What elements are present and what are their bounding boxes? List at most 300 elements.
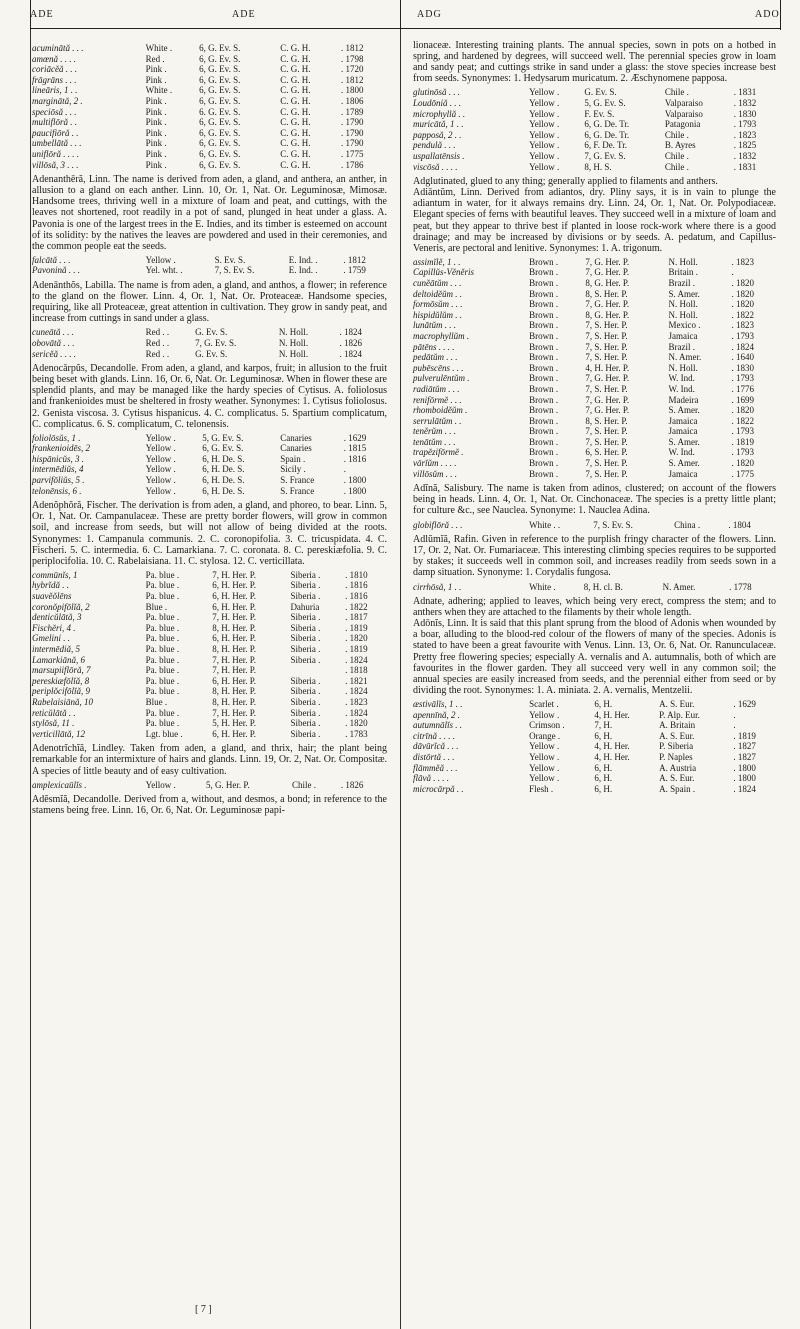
- native-country: Canaries: [280, 443, 312, 454]
- table-row: [32, 117, 387, 128]
- species-table: [32, 433, 387, 497]
- year-introduced: . 1816: [345, 580, 368, 591]
- year-introduced: . 1775: [340, 148, 364, 159]
- height-habit: 4, H. Her.: [594, 741, 630, 752]
- flower-colour: Yellow .: [529, 140, 560, 151]
- table-row: [32, 591, 387, 602]
- entry-adenocarpus: Adenocārpŭs, Decandolle. From aden, a gland, and karpos, fruit; in allusion to the fruit being beset with glands. Linn. 16, Or. 6, Nat. Or. Leguminosæ. When in flower these are splendid plants, and may be managed like the hardy species of Cytisus. A. foliolosus and frankenioides must be sheltered in frosty weather. Synonymes: 1. Cytisus foliolosus. 2. Genista viscosa. 3. Cytisus hispanicus. 4. C. complicatus. 5. Spartium complicatum, C. complicatus. 6. S. complicatum, C. telonensis.: [32, 363, 387, 430]
- year-introduced: . 1812: [343, 254, 366, 265]
- native-country: China .: [674, 519, 701, 530]
- table-row: [32, 54, 387, 65]
- native-country: Brazil .: [668, 277, 695, 288]
- flower-colour: Yel. wht. .: [145, 265, 183, 276]
- height-habit: 6, H. Her. P.: [212, 728, 256, 739]
- table-row: [32, 43, 387, 54]
- height-habit: 8, H. S.: [584, 161, 612, 172]
- height-habit: 6, F. De. Tr.: [584, 140, 627, 151]
- height-habit: G. Ev. S.: [195, 327, 228, 338]
- native-country: C. G. H.: [280, 106, 311, 117]
- height-habit: 5, G. Ev. S.: [202, 432, 244, 443]
- species-name: marsupiiflōră, 7: [32, 665, 91, 676]
- table-row: [32, 580, 387, 591]
- native-country: Madeira: [668, 394, 699, 405]
- flower-colour: Brown .: [529, 299, 559, 310]
- table-row: [413, 384, 776, 395]
- height-habit: 6, H.: [594, 730, 613, 741]
- table-row: [32, 464, 387, 475]
- year-introduced: . 1823: [731, 256, 755, 267]
- species-name: æstivālĭs, 1 . .: [413, 698, 463, 709]
- table-row: [32, 780, 387, 791]
- table-row: [32, 149, 387, 160]
- species-name: acuminātă . . .: [32, 43, 84, 53]
- flower-colour: Brown .: [529, 330, 559, 341]
- entry-adiantum: Adiāntŭm, Linn. Derived from adiantos, dry. Pliny says, it is in vain to plunge the adiantum in water, for it always remains dry. Linn. 24, Or. 1, Nat. Or. Polypodiaceæ. Elegant species of ferns with beautiful leaves. They succeed well in a mixture of loam and peat, but they appear to thrive best if planted in loose rock-work where there is a good drainage; and may be increased by divisions or by seeds. A. pedatum, and Capillus-Veneris, are pectoral and lenitive. Synonymes: 1. A. trigonum.: [413, 187, 776, 254]
- height-habit: 4, H. Her.: [594, 751, 630, 762]
- native-country: S. Amer.: [668, 405, 700, 416]
- species-name: renifōrmĕ . . .: [413, 394, 462, 405]
- native-country: Mexico .: [668, 320, 701, 331]
- year-introduced: . 1822: [345, 601, 368, 612]
- species-table: [32, 570, 387, 740]
- year-introduced: . 1793: [731, 373, 755, 384]
- year-introduced: . 1827: [733, 751, 756, 762]
- native-country: W. Ind.: [668, 383, 695, 394]
- height-habit: 6, H. Her. P.: [212, 580, 256, 591]
- species-name: cuneātă . . .: [32, 327, 74, 338]
- species-name: commūnĭs, 1: [32, 569, 78, 580]
- native-country: A. S. Eur.: [659, 730, 695, 741]
- species-name: cirrhōsă, 1 . .: [413, 581, 462, 592]
- flower-colour: Red . .: [145, 348, 170, 359]
- year-introduced: . 1816: [345, 591, 368, 601]
- height-habit: 7, S. Her. P.: [585, 426, 628, 437]
- year-introduced: . 1800: [733, 773, 756, 784]
- table-row: [32, 265, 387, 276]
- table-row: [413, 87, 776, 98]
- native-country: C. G. H.: [280, 74, 311, 85]
- species-name: Gmelini . .: [32, 633, 70, 644]
- table-row: [413, 752, 776, 763]
- species-name: lunātŭm . . .: [413, 320, 457, 331]
- year-introduced: . 1790: [340, 138, 364, 149]
- native-country: C. G. H.: [280, 85, 311, 96]
- header-left-word: ADE: [30, 9, 54, 20]
- flower-colour: Brown .: [529, 383, 559, 394]
- native-country: P. Naples: [659, 751, 693, 762]
- native-country: Siberia .: [290, 591, 321, 601]
- native-country: A. Austria: [659, 762, 697, 773]
- height-habit: 5, H. Her. P.: [212, 718, 256, 729]
- height-habit: 7, S. Her. P.: [585, 383, 628, 394]
- height-habit: 7, S. Her. P.: [585, 468, 628, 479]
- flower-colour: Lgt. blue .: [145, 728, 183, 739]
- year-introduced: . 1820: [345, 718, 368, 729]
- species-name: coriācĕă . . .: [32, 64, 77, 75]
- year-introduced: . 1820: [731, 277, 755, 288]
- year-introduced: . 1789: [340, 106, 364, 117]
- table-row: [32, 327, 387, 338]
- flower-colour: Yellow .: [529, 108, 560, 119]
- species-name: vārĭŭm . . . .: [413, 458, 457, 469]
- species-name: Fischĕri, 4 .: [32, 622, 76, 633]
- native-country: Jamaica: [668, 426, 698, 437]
- height-habit: 8, H. Her. P.: [212, 696, 256, 707]
- year-introduced: . 1793: [731, 330, 755, 341]
- height-habit: G. Ev. S.: [584, 87, 617, 98]
- native-country: C. G. H.: [280, 95, 311, 106]
- flower-colour: Pa. blue .: [145, 643, 180, 654]
- table-row: [413, 437, 776, 448]
- flower-colour: Brown .: [529, 288, 559, 299]
- year-introduced: . 1800: [343, 485, 367, 496]
- species-name: hybrĭdă . .: [32, 580, 69, 591]
- left-column: [32, 40, 387, 816]
- flower-colour: Pa. blue .: [145, 675, 180, 686]
- flower-colour: Pink .: [145, 117, 167, 128]
- species-name: microphyllă . .: [413, 108, 466, 119]
- native-country: Chile .: [664, 161, 689, 172]
- year-introduced: . 1824: [339, 327, 362, 338]
- flower-colour: Yellow .: [145, 475, 176, 486]
- flower-colour: Pink .: [145, 127, 167, 138]
- native-country: N. Holl.: [278, 327, 309, 338]
- table-row: [32, 486, 387, 497]
- year-introduced: . 1786: [340, 159, 364, 170]
- native-country: S. Amer.: [668, 288, 700, 299]
- table-row: [413, 731, 776, 742]
- table-row: [413, 395, 776, 406]
- native-country: Spain .: [280, 453, 306, 464]
- year-introduced: . 1820: [731, 288, 755, 299]
- species-name: obovātă . . .: [32, 337, 75, 348]
- table-row: [32, 255, 387, 266]
- height-habit: 7, S. Her. P.: [585, 320, 628, 331]
- species-table: [413, 699, 776, 794]
- species-name: pereskiæfōlĭă, 8: [32, 675, 90, 686]
- species-name: glutinōsă . . .: [413, 87, 461, 98]
- year-introduced: . 1793: [733, 119, 757, 130]
- native-country: A. S. Eur.: [659, 698, 695, 709]
- year-introduced: . 1793: [731, 426, 755, 437]
- species-name: formōsŭm . . .: [413, 299, 463, 310]
- flower-colour: Brown .: [529, 405, 559, 416]
- species-name: speciōsă . . .: [32, 106, 77, 117]
- species-name: pātēns . . . .: [413, 341, 455, 352]
- height-habit: 7, S. Her. P.: [585, 330, 628, 341]
- species-table: [413, 257, 776, 479]
- table-row: [413, 363, 776, 374]
- year-introduced: . 1822: [731, 415, 755, 426]
- native-country: N. Holl.: [668, 309, 698, 320]
- table-row: [413, 267, 776, 278]
- year-introduced: . 1823: [733, 129, 757, 140]
- species-name: verticillātă, 12: [32, 728, 85, 739]
- table-row: [413, 416, 776, 427]
- species-table: [32, 780, 387, 791]
- height-habit: 6, H. Her. P.: [212, 675, 256, 686]
- species-name: viscōsă . . . .: [413, 161, 458, 172]
- species-name: globiflōră . . .: [413, 519, 463, 530]
- species-name: villōsă, 3 . . .: [32, 159, 79, 170]
- year-introduced: . 1830: [731, 362, 755, 373]
- height-habit: 8, G. Her. P.: [585, 309, 630, 320]
- native-country: Jamaica: [668, 415, 698, 426]
- height-habit: 7, H. Her. P.: [212, 707, 256, 718]
- species-name: apennīnă, 2 .: [413, 709, 460, 720]
- species-name: flāvă . . . .: [413, 773, 449, 784]
- flower-colour: Pink .: [145, 106, 167, 117]
- native-country: A. S. Eur.: [659, 773, 695, 784]
- native-country: N. Holl.: [278, 348, 309, 359]
- table-row: [32, 686, 387, 697]
- table-row: [413, 426, 776, 437]
- flower-colour: Brown .: [529, 373, 559, 384]
- species-name: reticŭlātă . .: [32, 707, 76, 718]
- species-name: marginātă, 2 .: [32, 95, 83, 106]
- year-introduced: . 1817: [345, 612, 368, 623]
- flower-colour: Pa. blue .: [145, 612, 180, 623]
- table-row: [32, 107, 387, 118]
- species-table: [32, 327, 387, 359]
- table-row: [413, 130, 776, 141]
- year-introduced: .: [731, 267, 734, 278]
- table-row: [413, 720, 776, 731]
- table-row: [413, 710, 776, 721]
- table-row: [413, 469, 776, 480]
- species-name: papposă, 2 . .: [413, 129, 462, 140]
- native-country: Siberia .: [290, 622, 321, 633]
- year-introduced: . 1819: [345, 622, 368, 633]
- flower-colour: Brown .: [529, 277, 559, 288]
- table-row: [413, 763, 776, 774]
- height-habit: 6, H. De. S.: [202, 475, 245, 486]
- year-introduced: .: [733, 720, 736, 731]
- entry-adglutinated: Adglutinated, glued to any thing; generally applied to filaments and anthers.: [413, 176, 718, 188]
- table-row: [413, 352, 776, 363]
- species-name: flāmmĕă . . .: [413, 762, 458, 773]
- year-introduced: . 1783: [345, 728, 368, 739]
- year-introduced: . 1823: [731, 320, 755, 331]
- year-introduced: . 1815: [343, 443, 367, 454]
- species-name: intermēdiă, 5: [32, 643, 80, 654]
- species-name: citrīnă . . . .: [413, 730, 455, 741]
- year-introduced: . 1825: [733, 140, 757, 151]
- table-row: [413, 320, 776, 331]
- header-right-word: ADO: [755, 9, 780, 20]
- flower-colour: Scarlet .: [529, 698, 559, 709]
- year-introduced: .: [343, 464, 346, 475]
- flower-colour: Yellow .: [529, 751, 560, 762]
- flower-colour: Pa. blue .: [145, 591, 180, 601]
- species-name: pedātŭm . . .: [413, 352, 458, 363]
- height-habit: 7, G. Her. P.: [585, 256, 630, 267]
- table-row: [32, 85, 387, 96]
- native-country: Chile .: [292, 779, 316, 790]
- native-country: Jamaica: [668, 330, 698, 341]
- species-name: deltoidĕŭm . .: [413, 288, 462, 299]
- species-name: assimĭlĕ, 1 . .: [413, 256, 461, 267]
- native-country: S. Amer.: [668, 436, 700, 447]
- native-country: [290, 665, 345, 676]
- height-habit: 6, S. Her. P.: [585, 447, 628, 458]
- flower-colour: Orange .: [529, 730, 561, 741]
- table-row: [413, 109, 776, 120]
- native-country: C. G. H.: [280, 64, 311, 75]
- native-country: P. Alp. Eur.: [659, 709, 700, 720]
- species-name: Lamarkiānă, 6: [32, 654, 86, 665]
- height-habit: 6, H. De. S.: [202, 464, 245, 475]
- table-row: [32, 96, 387, 107]
- height-habit: 7, S. Her. P.: [585, 458, 628, 469]
- native-country: Siberia .: [290, 612, 321, 623]
- flower-colour: Brown .: [529, 362, 559, 373]
- flower-colour: Yellow .: [529, 129, 560, 140]
- flower-colour: Brown .: [529, 341, 559, 352]
- flower-colour: Yellow .: [145, 779, 176, 790]
- year-introduced: . 1820: [731, 299, 755, 310]
- year-introduced: . 1775: [731, 468, 755, 479]
- height-habit: G. Ev. S.: [195, 348, 228, 359]
- native-country: Valparaiso: [664, 97, 703, 108]
- height-habit: 7, H.: [594, 720, 613, 731]
- species-name: microcārpă . .: [413, 783, 464, 794]
- species-name: tenĕrŭm . . .: [413, 426, 456, 437]
- table-row: [413, 278, 776, 289]
- species-name: periplŏcifōlĭă, 9: [32, 686, 90, 697]
- height-habit: 6, G. De. Tr.: [584, 119, 630, 130]
- flower-colour: Pa. blue .: [145, 622, 180, 633]
- species-name: sericĕă . . . .: [32, 348, 76, 359]
- flower-colour: Yellow .: [145, 443, 176, 454]
- table-row: [32, 729, 387, 740]
- entry-adenanthera: Adenanthēră, Linn. The name is derived from aden, a gland, and anthera, an anther, in allusion to a gland on each anther. Linn. 10, Or. 1, Nat. Or. Leguminosæ, Mimosæ. Handsome trees, thriving well in a mixture of loam and peat, and cuttings, with the leaves not shortened, root readily in a pot of sand, plunged in heat under a glass. A. Pavonia is one of the largest trees in the E. Indies, and its timber is esteemed on account of its solidity: by the natives the leaves are powdered and used in their ceremonies, and the common people eat the seeds.: [32, 174, 387, 252]
- flower-colour: White .: [145, 43, 173, 53]
- native-country: S. France: [280, 485, 315, 496]
- native-country: Sicily .: [280, 464, 306, 475]
- year-introduced: . 1832: [733, 150, 757, 161]
- height-habit: 6, G. Ev. S.: [199, 117, 241, 128]
- species-name: hispidŭlŭm . .: [413, 309, 463, 320]
- year-introduced: . 1800: [343, 475, 367, 486]
- right-column: [413, 40, 776, 798]
- native-country: C. G. H.: [280, 43, 311, 53]
- year-introduced: . 1800: [340, 85, 364, 96]
- height-habit: 6, G. De. Tr.: [584, 129, 630, 140]
- flower-colour: Brown .: [529, 458, 559, 469]
- year-introduced: . 1831: [733, 161, 757, 172]
- native-country: Canaries: [280, 432, 312, 443]
- species-table: [413, 520, 776, 531]
- flower-colour: Yellow .: [145, 254, 176, 265]
- native-country: Siberia .: [290, 654, 321, 665]
- height-habit: 6, G. Ev. S.: [202, 443, 244, 454]
- table-row: [32, 138, 387, 149]
- height-habit: 8, S. Her. P.: [585, 415, 628, 426]
- height-habit: 6, H. De. S.: [202, 485, 245, 496]
- species-name: dāvūrĭcă . . .: [413, 741, 459, 752]
- species-name: amplexicaūlĭs .: [32, 779, 87, 790]
- flower-colour: Pink .: [145, 74, 167, 85]
- flower-colour: Brown .: [529, 415, 559, 426]
- native-country: N. Amer.: [662, 581, 696, 592]
- table-row: [32, 160, 387, 171]
- species-name: Rabelaisiānă, 10: [32, 696, 93, 707]
- left-margin-rule: [30, 30, 31, 1329]
- year-introduced: . 1830: [733, 108, 757, 119]
- flower-colour: Brown .: [529, 394, 559, 405]
- species-name: denticŭlātă, 3: [32, 612, 82, 623]
- native-country: A. Britain: [659, 720, 696, 731]
- flower-colour: Pink .: [145, 148, 167, 159]
- species-name: multiflōră . .: [32, 117, 78, 128]
- native-country: S. Amer.: [668, 458, 700, 469]
- entry-adesmia: Adĕsmĭă, Decandolle. Derived from a, without, and desmos, a bond; in reference to the stamens being free. Linn. 16, Or. 6, Nat. Or. Leguminosæ papi-: [32, 794, 387, 817]
- species-name: parvifōliŭs, 5 .: [32, 475, 85, 486]
- height-habit: 7, S. Her. P.: [585, 436, 628, 447]
- year-introduced: . 1790: [340, 127, 364, 138]
- entry-adenophora: Adenŏphŏră, Fischer. The derivation is from aden, a gland, and phoreo, to bear. Linn. 5, Or. 1, Nat. Or. Campanulaceæ. These are pretty border flowers, will grow in common soil, and increase from seeds, but will not allow of being divided at the roots. Synonymes: 1. Campanula communis. 2. C. coronopifolia. 3. C. tricuspidata. 4. C. Fischeri. 5. C. intermedia. 6. C. Lamarkiana. 7. C. coronata. 8. C. pereskiæfolia. 9. C. periplocifolia. 10. C. Rabelaisiana. 11. C. stylosa. 12. C. verticillata.: [32, 500, 387, 567]
- flower-colour: Red .: [145, 53, 165, 64]
- species-name: cunĕātŭm . . .: [413, 277, 462, 288]
- year-introduced: . 1820: [731, 458, 755, 469]
- table-row: [32, 349, 387, 360]
- height-habit: 6, G. Ev. S.: [199, 64, 241, 75]
- year-introduced: . 1832: [733, 97, 757, 108]
- flower-colour: Pa. blue .: [145, 707, 180, 718]
- year-introduced: . 1823: [345, 696, 368, 707]
- table-row: [413, 520, 776, 531]
- entry-adesmia-continued: lionaceæ. Interesting training plants. The annual species, sown in pots on a hotbed in spring, and hardened by degrees, will succeed well. The perennial species grow in loam and sandy peat; and cuttings strike in sand under a glass: the stove species increase best from seeds. Synonymes: 1. Hedysarum muricatum. 2. Æschynomene papposa.: [413, 40, 776, 85]
- native-country: C. G. H.: [280, 53, 311, 64]
- table-row: [413, 289, 776, 300]
- native-country: A. Spain .: [659, 783, 696, 794]
- native-country: W. Ind.: [668, 373, 695, 384]
- native-country: Valparaiso: [664, 108, 703, 119]
- table-row: [32, 612, 387, 623]
- species-name: distōrtă . . .: [413, 751, 455, 762]
- entry-adlumia: Adlŭmĭă, Rafin. Given in reference to the purplish fringy character of the flowers. Linn. 17, Or. 2, Nat. Or. Fumariaceæ. This interesting climbing species requires to be supported by stakes; it succeeds well in common soil, and increases readily from seeds sown in a damp situation. Synonyme: 1. Corydalis fungosa.: [413, 534, 776, 579]
- table-row: [32, 570, 387, 581]
- species-name: suavĕŏlēns: [32, 591, 72, 601]
- height-habit: 8, H. cl. B.: [583, 581, 623, 592]
- height-habit: 4, H. Her. P.: [585, 362, 630, 373]
- height-habit: S. Ev. S.: [214, 254, 246, 265]
- table-row: [413, 405, 776, 416]
- flower-colour: Brown .: [529, 267, 559, 278]
- flower-colour: Pink .: [145, 95, 167, 106]
- table-row: [32, 623, 387, 634]
- year-introduced: . 1793: [731, 447, 755, 458]
- flower-colour: Brown .: [529, 256, 559, 267]
- year-introduced: . 1824: [733, 783, 756, 794]
- native-country: Chile .: [664, 87, 689, 98]
- flower-colour: Brown .: [529, 320, 559, 331]
- height-habit: 6. G. Ev. S.: [199, 106, 241, 117]
- table-row: [32, 75, 387, 86]
- height-habit: 6, G. Ev. S.: [199, 74, 241, 85]
- year-introduced: . 1812: [340, 43, 364, 53]
- species-name: tenātŭm . . .: [413, 436, 456, 447]
- species-name: frankenioidēs, 2: [32, 443, 90, 454]
- height-habit: 7, G. Her. P.: [585, 394, 630, 405]
- species-name: muricātă, 1 . .: [413, 119, 464, 130]
- table-row: [32, 655, 387, 666]
- table-row: [32, 697, 387, 708]
- flower-colour: White .: [529, 581, 556, 592]
- height-habit: 4, H. Her.: [594, 709, 630, 720]
- flower-colour: Pa. blue .: [145, 718, 180, 729]
